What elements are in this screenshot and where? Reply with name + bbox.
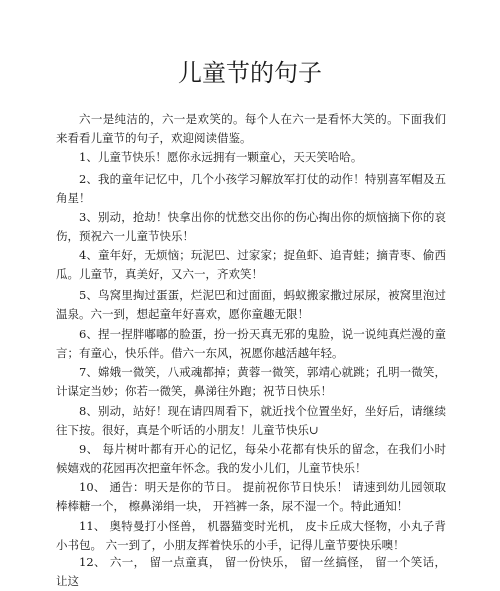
list-item: 2、我的童年记忆中，几个小孩学习解放军打仗的动作！特别喜军帽及五角星！ [56, 172, 446, 205]
list-item: 7、嫦娥一微笑，八戒魂都掉；黄蓉一微笑，郭靖心就跳；孔明一微笑，计谋定当妙；你若一微笑，鼻涕往外跑；祝节日快乐！ [56, 365, 446, 398]
list-item: 10、 通告：明天是你的节日。 提前祝你节日快乐！ 请速到幼儿园领取棒棒糖一个， 檫鼻涕绢一块， 开裆裤一条，尿不湿一个。特此通知！ [56, 480, 446, 513]
list-item: 6、捏一捏胖嘟嘟的脸蛋，扮一扮天真无邪的鬼脸，说一说纯真烂漫的童言；有童心，快乐伴。借六一东风，祝愿你越活越年轻。 [56, 327, 446, 360]
list-item: 5、鸟窝里掏过蛋蛋，烂泥巴和过面面，蚂蚁搬家撒过尿尿，被窝里泡过温泉。六一到，想起童年好喜欢，愿你童趣无限！ [56, 288, 446, 321]
document-title: 儿童节的句子 [178, 59, 322, 87]
list-item: 8、别动，站好！现在请四周看下，就近找个位置坐好，坐好后，请继续往下按。很好，真是个听话的小朋友！儿童节快乐∪ [56, 404, 446, 437]
intro-paragraph: 六一是纯洁的，六一是欢笑的。每个人在六一是看怀大笑的。下面我们来看看儿童节的句子，欢迎阅读借鉴。 [56, 112, 446, 145]
list-item: 1、儿童节快乐！愿你永远拥有一颗童心，天天笑哈哈。 [79, 150, 363, 164]
list-item: 11、 奥特曼打小怪兽， 机器猫变时光机， 皮卡丘成大怪物，小丸子背小书包。 六一到了，小朋友挥着快乐的小手，记得儿童节要快乐噢！ [56, 519, 446, 552]
list-item: 12、 六一， 留一点童真， 留一份快乐， 留一丝搞怪， 留一个笑话， 让这 [56, 555, 446, 588]
list-item: 9、 每片树叶都有开心的记忆，每朵小花都有快乐的留念，在我们小时候嬉戏的花园再次把童年怀念。我的发小儿们，儿童节快乐！ [56, 442, 446, 475]
list-item: 4、童年好，无烦恼；玩泥巴、过家家；捉鱼虾、追青蛙；摘青枣、偷西瓜。儿童节，真美好，又六一，齐欢笑！ [56, 248, 446, 281]
list-item: 3、别动，抢劫！快拿出你的忧愁交出你的伤心掏出你的烦恼摘下你的哀伤，预祝六一儿童节快乐！ [56, 210, 446, 243]
